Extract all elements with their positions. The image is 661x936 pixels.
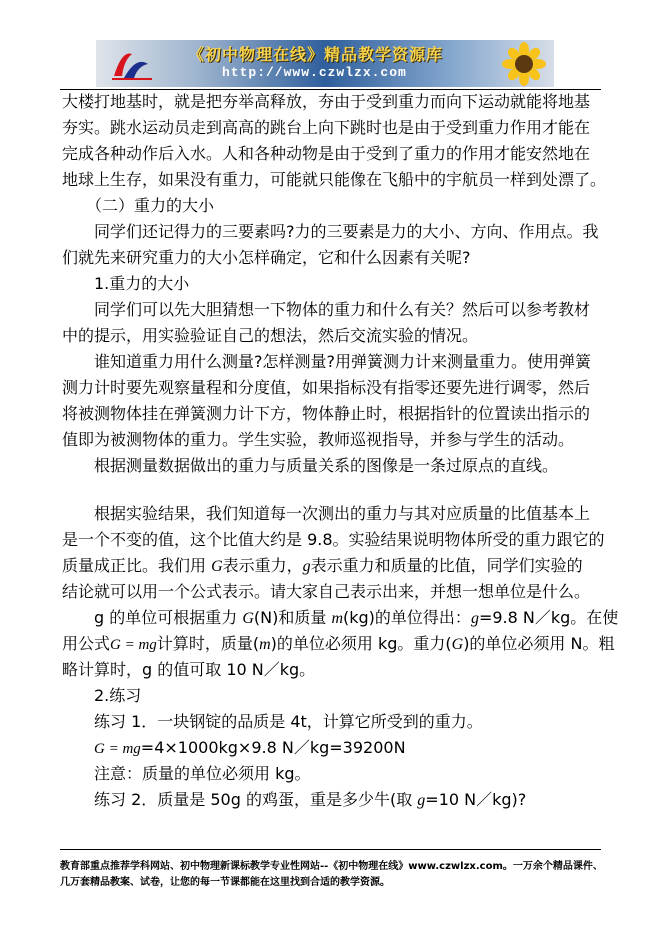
text-line-10: 中的提示，用实验验证自己的想法，然后交流实验的情况。 bbox=[62, 326, 479, 345]
subheading-gravity-size: 1.重力的大小 bbox=[94, 274, 190, 293]
exercise-1: 练习 1．一块钢锭的品质是 4t，计算它所受到的重力。 bbox=[94, 712, 483, 731]
footer-line-1: 教育部重点推荐学科网站、初中物理新课标教学专业性网站--《初中物理在线》www.czwlzx.com。一万余个精品课件、 bbox=[60, 861, 603, 872]
site-logo-icon bbox=[110, 46, 154, 82]
symbol-g: g bbox=[302, 558, 311, 575]
text-line-16: 根据实验结果，我们知道每一次测出的重力与其对应质量的比值基本上 bbox=[94, 504, 591, 523]
text-line-3: 完成各种动作后入水。人和各种动物是由于受到了重力的作用才能安然地在 bbox=[62, 144, 591, 163]
header-title: 《初中物理在线》精品教学资源库 bbox=[188, 45, 444, 64]
subheading-exercise: 2.练习 bbox=[94, 686, 142, 705]
text-line-6: 同学们还记得力的三要素吗?力的三要素是力的大小、方向、作用点。我 bbox=[94, 222, 599, 241]
symbol-G: G bbox=[211, 558, 223, 575]
text-line-2: 夯实。跳水运动员走到高高的跳台上向下跳时也是由于受到重力作用才能在 bbox=[62, 118, 591, 137]
footer-rule bbox=[60, 849, 601, 850]
footer-line-2: 几万套精品教案、试卷，让您的每一节课都能在这里找到合适的教学资源。 bbox=[60, 877, 390, 888]
text-line-18: 质量成正比。我们用 G表示重力，g表示重力和质量的比值，同学们实验的 bbox=[62, 556, 583, 575]
text-line-11: 谁知道重力用什么测量?怎样测量?用弹簧测力计来测量重力。使用弹簧 bbox=[94, 352, 591, 371]
note-unit: 注意：质量的单位必须用 kg。 bbox=[94, 764, 311, 783]
text-line-20: g 的单位可根据重力 G(N)和质量 m(kg)的单位得出：g=9.8 N／kg。在使 bbox=[94, 608, 619, 627]
header-banner bbox=[96, 40, 554, 87]
header-url[interactable]: http://www.czwlzx.com bbox=[222, 65, 407, 80]
text-line-17: 是一个不变的值，这个比值大约是 9.8。实验结果说明物体所受的重力跟它的 bbox=[62, 530, 605, 549]
formula-G-mg: G = mg bbox=[110, 637, 157, 653]
text-line-1: 大楼打地基时，就是把夯举高释放，夯由于受到重力而向下运动就能将地基 bbox=[62, 92, 591, 111]
exercise-2: 练习 2．质量是 50g 的鸡蛋，重是多少牛(取 g=10 N／kg)? bbox=[94, 790, 527, 809]
sunflower-icon bbox=[498, 42, 550, 86]
text-line-21: 用公式G = mg计算时，质量(m)的单位必须用 kg。重力(G)的单位必须用 N。粗 bbox=[62, 634, 615, 653]
text-line-19: 结论就可以用一个公式表示。请大家自己表示出来，并想一想单位是什么。 bbox=[62, 582, 591, 601]
exercise-1-solution: G = mg=4×1000kg×9.8 N／kg=39200N bbox=[94, 738, 406, 757]
text-line-7: 们就先来研究重力的大小怎样确定，它和什么因素有关呢? bbox=[62, 248, 471, 267]
formula-G-mg-2: G = mg bbox=[94, 741, 141, 757]
text-line-22: 略计算时，g 的值可取 10 N／kg。 bbox=[62, 660, 316, 679]
section-heading-gravity-size: （二）重力的大小 bbox=[86, 196, 215, 215]
text-line-15: 根据测量数据做出的重力与质量关系的图像是一条过原点的直线。 bbox=[94, 456, 559, 475]
text-line-12: 测力计时要先观察量程和分度值，如果指标没有指零还要先进行调零，然后 bbox=[62, 378, 591, 397]
text-line-9: 同学们可以先大胆猜想一下物体的重力和什么有关？然后可以参考教材 bbox=[94, 300, 591, 319]
text-line-4: 地球上生存，如果没有重力，可能就只能像在飞船中的宇航员一样到处漂了。 bbox=[62, 170, 607, 189]
text-line-14: 值即为被测物体的重力。学生实验，教师巡视指导，并参与学生的活动。 bbox=[62, 430, 575, 449]
text-line-13: 将被测物体挂在弹簧测力计下方，物体静止时，根据指针的位置读出指示的 bbox=[62, 404, 591, 423]
